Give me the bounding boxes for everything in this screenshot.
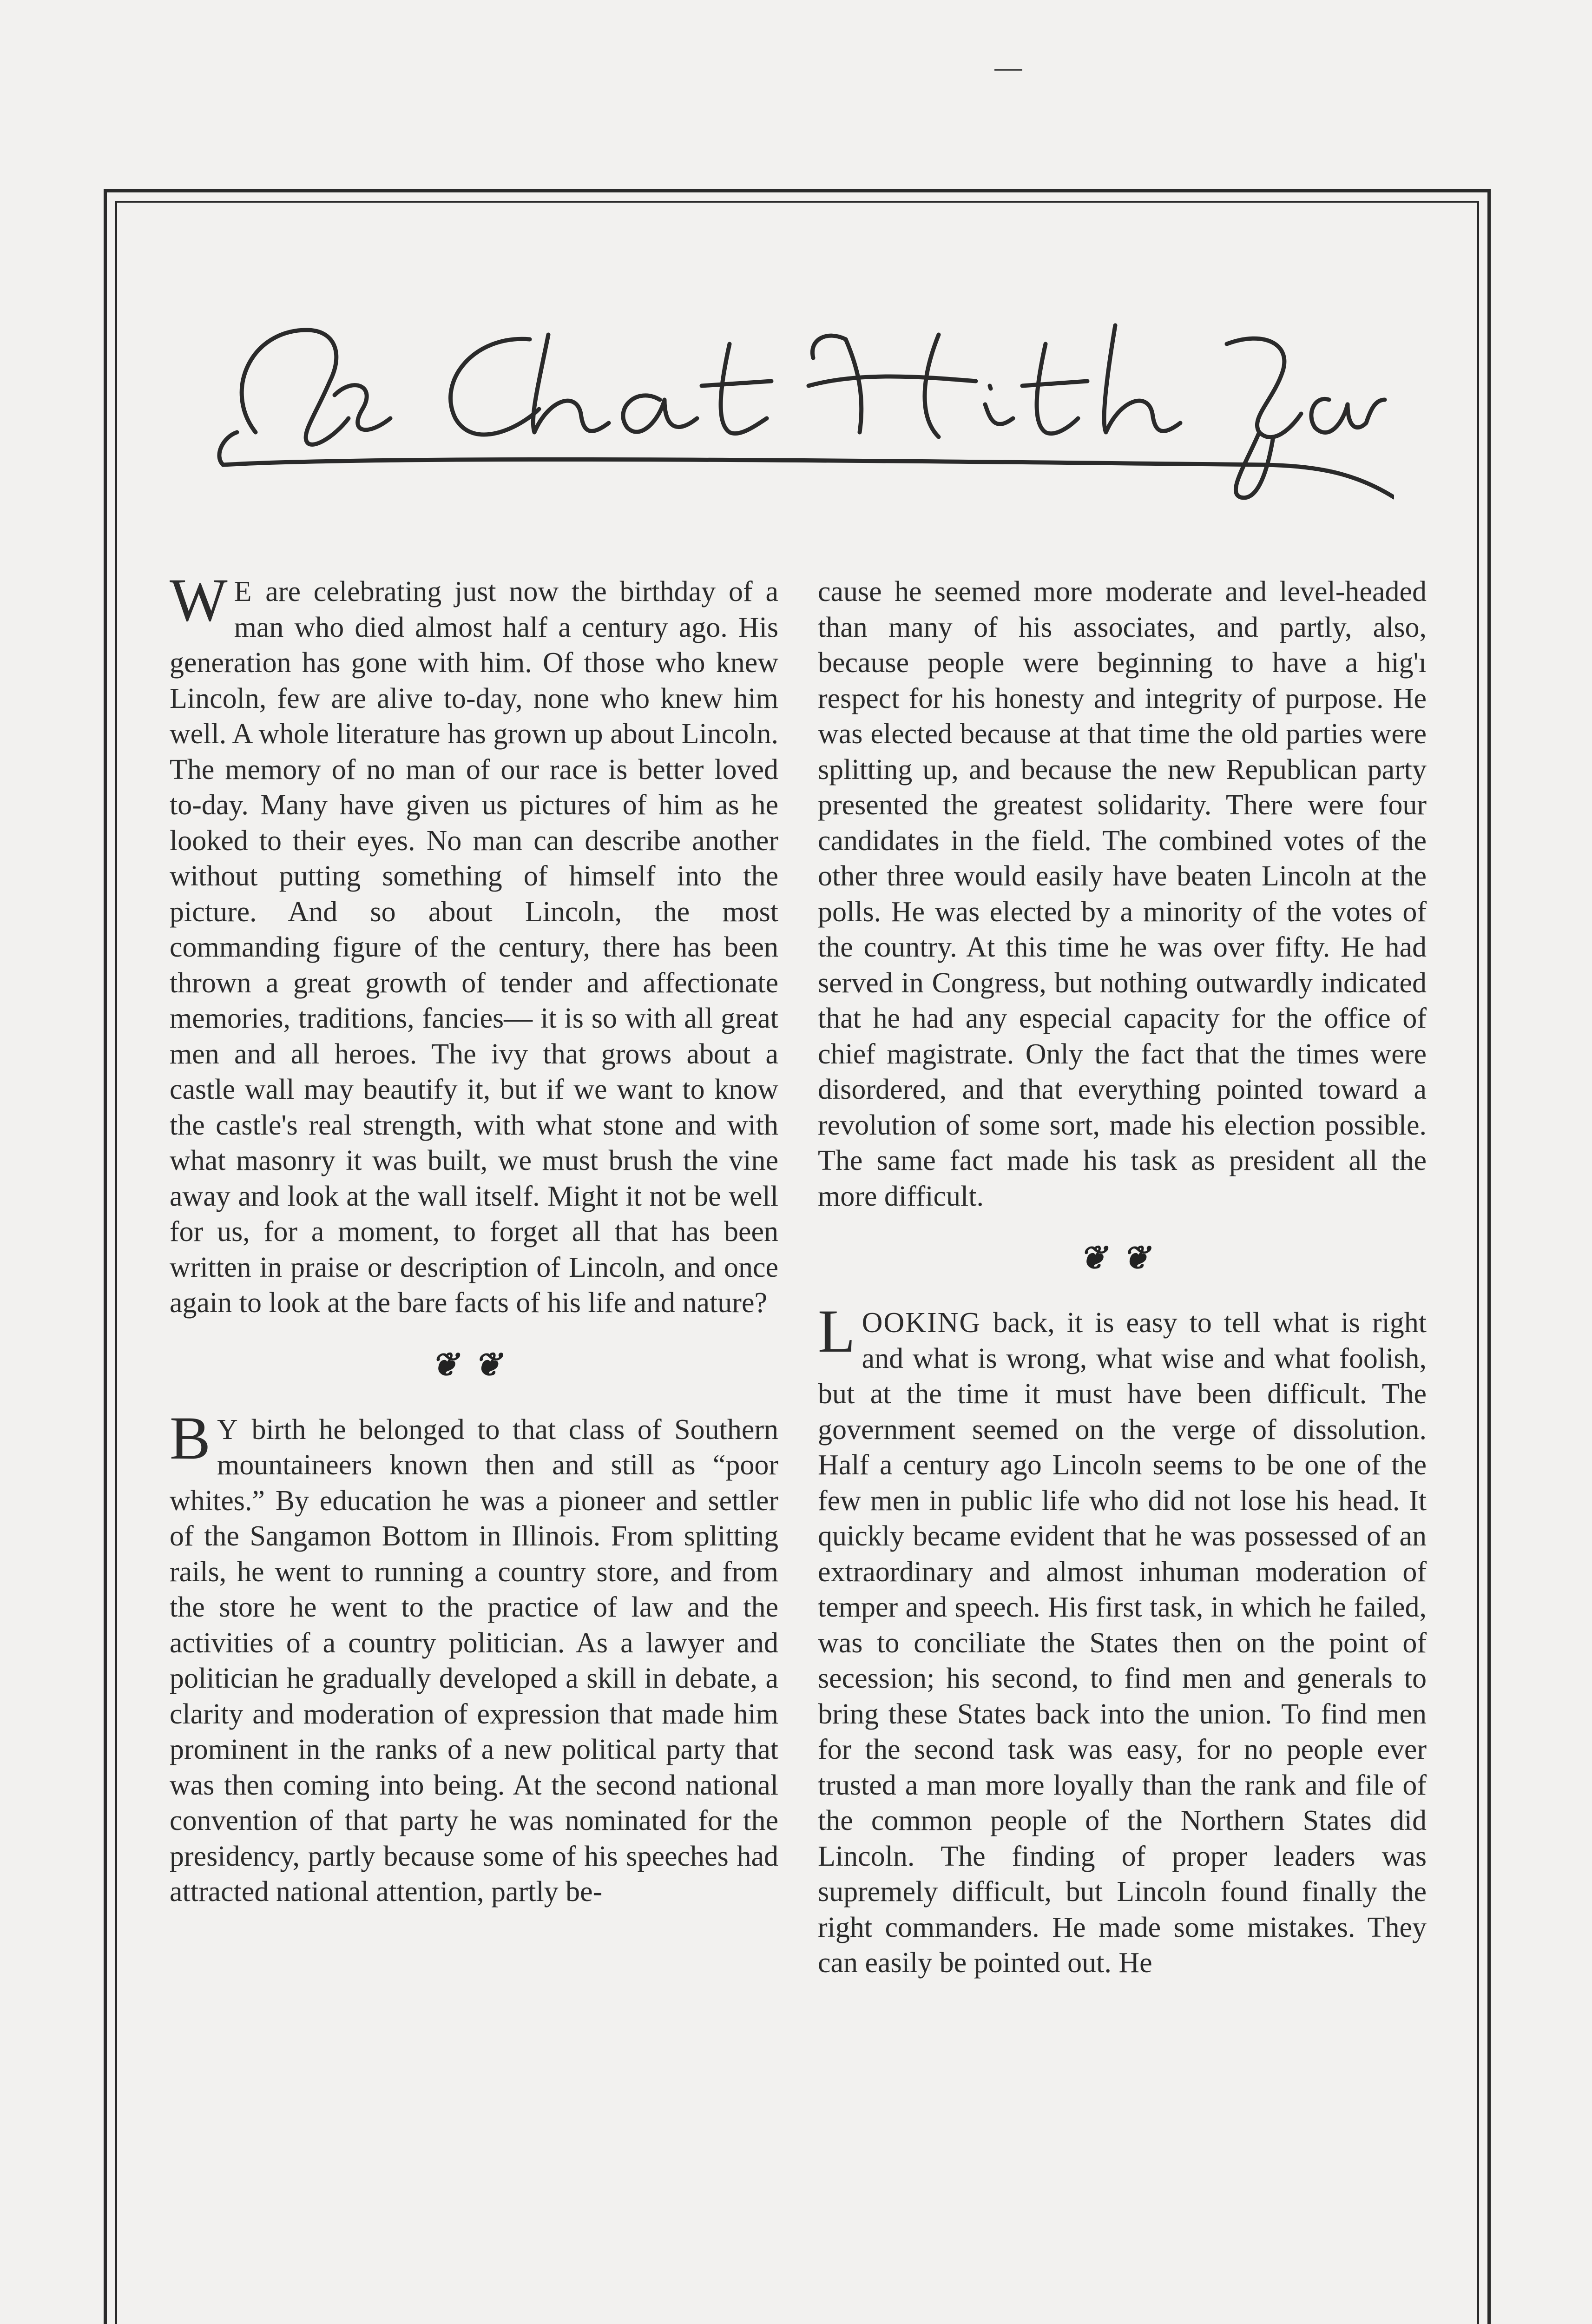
scan-mark bbox=[994, 69, 1022, 71]
drop-cap: L bbox=[818, 1297, 855, 1365]
paragraph-text: birth he belonged to that class of Southern mountaineers known then and still as “poor whites.” By education he was a pioneer and settler of the Sangamon Bottom in Illinois. From splitting rails, he went to running a country store, and from the store he went to the practice of law and the activities of a country politician. As a lawyer and politician he gradually developed a skill in debate, a clarity and moderation of expression that made him prominent in the ranks of a new political party that was then coming into being. At the second national convention of that party he was nominated for the presidency, partly because some of his speeches had attracted national attention, partly be- bbox=[170, 1413, 778, 1908]
right-column bbox=[818, 574, 1427, 1981]
paragraph-text: cause he seemed more moderate and level-headed than many of his associates, and partly, also, because people were beginning to have a hig'ı respect for his honesty and integrity of purpose. He was elected because at that time the old parties were splitting up, and because the new Republican party presented the greatest solidarity. There were four candidates in the field. The combined votes of the other three would easily have beaten Lincoln at the polls. He was elected by a minority of the votes of the country. At this time he was over fifty. He had served in Congress, but nothing outwardly indicated that he had any especial capacity for the office of chief magistrate. Only the fact that the times were disordered, and that everything pointed toward a revolution of some sort, made his election possible. The same fact made his task as president all the more difficult. bbox=[818, 576, 1427, 1212]
small-caps-lead: E bbox=[234, 576, 253, 607]
script-title-art bbox=[195, 279, 1394, 539]
paragraph-text: back, it is easy to tell what is right and what is wrong, what wise and what foolish, but at the time it must have been difficult. The government seemed on the verge of dissolution. Half a century ago Lincoln seems to be one of the few men in public life who did not lose his head. It quickly became evident that he was possessed of an extraordinary and almost inhuman moderation of temper and speech. His first task, in which he failed, was to conciliate the States then on the point of secession; his second, to find men and generals to bring these States back into the union. To find men for the second task was easy, for no people ever trusted a man more loyally than the rank and file of the common people of the Northern States did Lincoln. The finding of proper leaders was supremely difficult, but Lincoln found finally the right commanders. He made some mistakes. They can easily be pointed out. He bbox=[818, 1307, 1427, 1979]
paragraph-2 bbox=[170, 1403, 778, 1910]
section-divider-ornament: ❦❦ bbox=[431, 1347, 517, 1383]
small-caps-lead: Y bbox=[217, 1413, 239, 1446]
drop-cap: B bbox=[170, 1403, 211, 1472]
section-divider-ornament: ❦❦ bbox=[1079, 1241, 1165, 1276]
drop-cap: W bbox=[170, 566, 228, 634]
script-title bbox=[195, 279, 1394, 539]
left-column bbox=[170, 566, 778, 1910]
small-caps-lead: OOKING bbox=[862, 1307, 981, 1339]
paragraph-4 bbox=[818, 1297, 1427, 1981]
paragraph-3 bbox=[818, 574, 1427, 1214]
paragraph-text: are celebrating just now the birthday of a man who died almost half a century ago. His generation has gone with him. Of those who knew Lincoln, few are alive to-day, none who knew him well. A whole literature has grown up about Lincoln. The memory of no man of our race is better loved to-day. Many have given us pictures of him as he looked to their eyes. No man can describe another without putting something of himself into the picture. And so about Lincoln, the most commanding figure of the century, there has been thrown a great growth of tender and affectionate memories, traditions, fancies— it is so with all great men and all heroes. The ivy that grows about a castle wall may beautify it, but if we want to know the castle's real strength, with what stone and with what masonry it was built, we must brush the vine away and look at the wall itself. Might it not be well for us, for a moment, to forget all that has been written in praise or description of Lincoln, and once again to look at the bare facts of his life and nature? bbox=[170, 576, 778, 1319]
paragraph-1 bbox=[170, 566, 778, 1321]
